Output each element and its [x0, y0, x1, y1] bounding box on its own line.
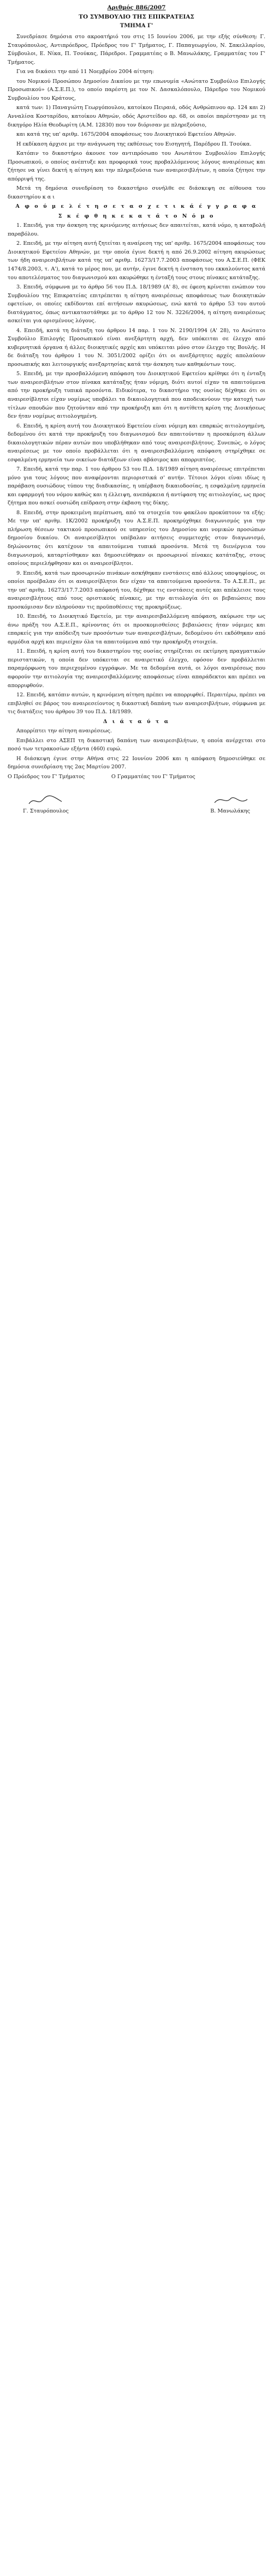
intro-paragraph: Μετά τη δημόσια συνεδρίαση το δικαστήριο συνήλθε σε διάσκεψη σε αίθουσα του δικαστηρίου κ α ι	[8, 185, 265, 200]
intro-paragraph: Για να δικάσει την από 11 Νοεμβρίου 2004 αίτηση:	[16, 69, 154, 75]
reasoning-paragraph: 9. Επειδή, κατά των προσωρινών πινάκων ασκήθηκαν ενστάσεις από άλλους υποψηφίους, οι οποίοι προέβαλαν ότι οι αναιρεσίβλητοι δεν είχαν τα απαιτούμενα προσόντα. Το Α.Σ.Ε.Π., με την υπ' αριθμ. 16273/17.7.2003 απόφασή του, δέχθηκε τις ενστάσεις αυτές και απέκλεισε τους αναιρεσιβλήτους από τους οριστικούς πίνακες, με την αιτιολογία ότι οι βεβαιώσεις που προσκόμισαν δεν πληρούσαν τις προϋποθέσεις της προκηρύξεως.	[8, 570, 265, 610]
intro-paragraph: Συνεδρίασε δημόσια στο ακροατήριό του στις 15 Ιουνίου 2006, με την εξής σύνθεση: Γ. Σταυρόπουλος, Αντιπρόεδρος, Πρόεδρος του Γ' Τμήματος, Γ. Παπαγεωργίου, Ν. Σακελλαρίου, Σύμβουλοι, Ε. Νίκα, Π. Τσούκας, Πάρεδροι. Γραμματέας ο Β. Μανωλάκης, Γραμματέας του Γ' Τμήματος.	[8, 34, 265, 65]
closing-section	[8, 755, 265, 781]
reasoning-section	[8, 221, 265, 716]
signature-left-name: Γ. Σταυρόπουλος	[23, 808, 69, 815]
studied-documents-heading: Α φ ο ύ μ ε λ έ τ η σ ε τ α σ χ ε τ ι κ ά έ γ γ ρ α φ α	[15, 203, 258, 210]
reasoning-paragraph: 3. Επειδή, σύμφωνα με το άρθρο 56 του Π.Δ. 18/1989 (Α' 8), σε έφεση κρίνεται ενώπιον του Συμβουλίου της Επικρατείας επιτρέπεται η αίτηση αναιρέσεως αποφάσεως των διοικητικών εφετείων, οι οποίες εκδίδονται επί αιτήσεων ακυρώσεως, ενώ κατά το άρθρο 53 του αυτού διατάγματος, όπως αντικαταστάθηκε με το άρθρο 12 του Ν. 3226/2004, η αίτηση αναιρέσεως ασκείται για ορισμένους λόγους.	[8, 284, 265, 324]
intro-paragraph: του Νομικού Προσώπου Δημοσίου Δικαίου με την επωνυμία «Ανώτατο Συμβούλιο Επιλογής Προσωπικού» (Α.Σ.Ε.Π.), το οποίο παρέστη με τον Ν. Δασκαλόπουλο, Πάρεδρο του Νομικού Συμβουλίου του Κράτους,	[8, 78, 265, 101]
operative-paragraph: Επιβάλλει στο ΑΣΕΠ τη δικαστική δαπάνη των αναιρεσιβλήτων, η οποία ανέρχεται στο ποσό των τετρακοσίων εξήντα (460) ευρώ.	[8, 737, 265, 753]
decision-header	[8, 3, 265, 31]
operative-paragraph: Απορρίπτει την αίτηση αναιρέσεως.	[16, 728, 112, 735]
reasoning-paragraph: 10. Επειδή, το Διοικητικό Εφετείο, με την αναιρεσιβαλλόμενη απόφαση, ακύρωσε την ως άνω πράξη του Α.Σ.Ε.Π., κρίνοντας ότι οι προσκομισθείσες βεβαιώσεις ήταν νόμιμες και επαρκείς για την απόδειξη των προσόντων των αναιρεσιβλήτων, δεδομένου ότι εκδόθηκαν από αρμόδια αρχή και περιείχαν όλα τα απαιτούμενα από την προκήρυξη στοιχεία.	[8, 613, 265, 645]
decision-document	[8, 0, 265, 816]
court-section: ΤΜΗΜΑ Γ'	[120, 23, 153, 29]
intro-paragraph: κατά των: 1) Παναγιώτη Γεωργόπουλου, κατοίκου Πειραιά, οδός Ανθρώπινου αρ. 124 και 2) Ανναλίσα Κοσταρίδου, κατοίκου Αθηνών, οδός Αριστείδου αρ. 68, οι οποίοι παρέστησαν με τη δικηγόρο Ηλία Θεοδωρίτη (Α.Μ. 12830) που τον διόρισαν με πληρεξούσιο,	[8, 105, 265, 128]
signature-scribble-icon	[211, 794, 250, 807]
reasoning-paragraph: 11. Επειδή, η κρίση αυτή του δικαστηρίου της ουσίας στηρίζεται σε εκτίμηση πραγματικών περιστατικών, η οποία δεν υπόκειται σε αναιρετικό έλεγχο, εφόσον δεν προβάλλεται παραμόρφωση του περιεχομένου εγγράφων. Με τα δεδομένα αυτά, οι λόγοι αναιρέσεως που αφορούν την αιτιολογία της αναιρεσιβαλλόμενης αποφάσεως είναι απαράδεκτοι και πρέπει να απορριφθούν.	[8, 648, 265, 689]
decision-number: Αριθμός 886/2007	[107, 4, 166, 11]
reasoning-heading: Σ κ έ φ θ η κ ε κ α τ ά τ ο Ν ό μ ο	[58, 213, 215, 219]
signatory-titles: Ο Πρόεδρος του Γ' Τμήματος Ο Γραμματέας του Γ' Τμήματος	[8, 773, 195, 780]
reasoning-paragraph: 4. Επειδή, κατά τη διάταξη του άρθρου 14 παρ. 1 του Ν. 2190/1994 (Α' 28), το Ανώτατο Συμβούλιο Επιλογής Προσωπικού είναι ανεξάρτητη αρχή, δεν υπόκειται σε έλεγχο από κυβερνητικά όργανα ή άλλες διοικητικές αρχές και υπόκειται μόνο στον έλεγχο της Βουλής. Η δε διάταξη του άρθρου 1 του Ν. 3051/2002 ορίζει ότι οι ανεξάρτητες αρχές απολαύουν προσωπικής και λειτουργικής ανεξαρτησίας κατά την άσκηση των καθηκόντων τους.	[8, 327, 265, 368]
reasoning-paragraph: 1. Επειδή, για την άσκηση της κρινόμενης αιτήσεως δεν απαιτείται, κατά νόμο, η καταβολή παραβόλου.	[8, 222, 265, 237]
intro-section	[8, 33, 265, 211]
intro-paragraph: Κατόπιν το δικαστήριο άκουσε τον αντιπρόσωπο του Ανωτάτου Συμβουλίου Επιλογής Προσωπικού, ο οποίος ανέπτυξε και προφορικά τους προβαλλόμενους λόγους αναιρέσεως και ζήτησε να γίνει δεκτή η αίτηση και την πληρεξούσια των αναιρεσιβλήτων, η οποία ζήτησε την απόρριψή της.	[8, 151, 265, 182]
court-name: ΤΟ ΣΥΜΒΟΥΛΙΟ ΤΗΣ ΕΠΙΚΡΑΤΕΙΑΣ	[79, 14, 194, 20]
operative-section	[8, 727, 265, 754]
reasoning-paragraph: 5. Επειδή, με την προσβαλλόμενη απόφαση του Διοικητικού Εφετείου κρίθηκε ότι η ένταξη των αναιρεσιβλήτων στον πίνακα κατάταξης ήταν νόμιμη, διότι αυτοί είχαν τα απαιτούμενα από την προκήρυξη τυπικά προσόντα. Ειδικότερα, το δικαστήριο της ουσίας δέχθηκε ότι οι αναιρεσίβλητοι είχαν νομίμως υποβάλει τα δικαιολογητικά που αποδεικνύουν την κατοχή των τίτλων σπουδών που ζητούνταν από την προκήρυξη και ότι η αντίθετη κρίση της Διοικήσεως δεν ήταν νομίμως αιτιολογημένη.	[8, 371, 265, 420]
signature-left	[23, 794, 69, 816]
signatures	[8, 794, 265, 816]
closing-paragraph: Η διάσκεψη έγινε στην Αθήνα στις 22 Ιουνίου 2006 και η απόφαση δημοσιεύθηκε σε δημόσια συνεδρίαση της 2ας Μαρτίου 2007.	[8, 755, 265, 771]
reasoning-paragraph: 8. Επειδή, στην προκειμένη περίπτωση, από τα στοιχεία του φακέλου προκύπτουν τα εξής: Με την υπ' αριθμ. 1Κ/2002 προκήρυξη του Α.Σ.Ε.Π. προκηρύχθηκε διαγωνισμός για την πλήρωση θέσεων τακτικού προσωπικού σε υπηρεσίες του Δημοσίου και νομικών προσώπων δημοσίου δικαίου. Οι αναιρεσίβλητοι υπέβαλαν αιτήσεις συμμετοχής στον διαγωνισμό, δηλώνοντας ότι κατέχουν τα απαιτούμενα τυπικά προσόντα. Μετά τη διενέργεια του διαγωνισμού, καταρτίσθηκαν και δημοσιεύθηκαν οι προσωρινοί πίνακες κατάταξης, στους οποίους περιελήφθησαν και οι αναιρεσίβλητοι.	[8, 509, 265, 567]
reasoning-paragraph: 12. Επειδή, κατόπιν αυτών, η κρινόμενη αίτηση πρέπει να απορριφθεί. Περαιτέρω, πρέπει να επιβληθεί σε βάρος του αναιρεσείοντος η δικαστική δαπάνη των αναιρεσιβλήτων, σύμφωνα με τις διατάξεις του άρθρου 39 του Π.Δ. 18/1989.	[8, 692, 265, 715]
signature-right-name: Β. Μανωλάκης	[210, 808, 250, 815]
reasoning-paragraph: 6. Επειδή, η κρίση αυτή του Διοικητικού Εφετείου είναι νόμιμη και επαρκώς αιτιολογημένη, δεδομένου ότι κατά την προκήρυξη του διαγωνισμού δεν απαιτούνταν η προσκόμιση άλλων δικαιολογητικών πέραν αυτών που υποβλήθηκαν από τους αναιρεσιβλήτους. Συνεπώς, ο λόγος αναιρέσεως με τον οποίο προβάλλεται ότι η αναιρεσιβαλλόμενη απόφαση στηρίχθηκε σε εσφαλμένη ερμηνεία των οικείων διατάξεων είναι αβάσιμος και απορριπτέος.	[8, 423, 265, 463]
operative-heading: Δ ι ά τ α ύ τ α	[103, 718, 170, 725]
signature-right	[210, 794, 250, 816]
reasoning-paragraph: 2. Επειδή, με την αίτηση αυτή ζητείται η αναίρεση της υπ' αριθμ. 1675/2004 αποφάσεως του Διοικητικού Εφετείου Αθηνών, με την οποία έγινε δεκτή η από 26.9.2002 αίτηση ακυρώσεως των ήδη αναιρεσιβλήτων κατά της υπ' αριθμ. 16273/17.7.2003 αποφάσεως του Α.Σ.Ε.Π. (ΦΕΚ 1474/8.2003, τ. Α'), κατά το μέρος που, με αυτήν, έγινε δεκτή η ένσταση του εκκαλούντος κατά του αποτελέσματος του διαγωνισμού και ακυρώθηκε η ένταξή τους στους πίνακες κατάταξης.	[8, 240, 265, 281]
signature-scribble-icon	[27, 794, 65, 807]
reasoning-paragraph: 7. Επειδή, κατά την παρ. 1 του άρθρου 53 του Π.Δ. 18/1989 αίτηση αναιρέσεως επιτρέπεται μόνο για τους λόγους που αναφέρονται περιοριστικά σ' αυτήν. Τέτοιοι λόγοι είναι ιδίως η παράβαση ουσιώδους τύπου της διαδικασίας, η υπέρβαση δικαιοδοσίας, η εσφαλμένη ερμηνεία και εφαρμογή του νόμου καθώς και η έλλειψη, ανεπάρκεια ή αντίφαση της αιτιολογίας, ως προς ζήτημα που ασκεί ουσιώδη επίδραση στην έκβαση της δίκης.	[8, 466, 265, 507]
intro-paragraph: και κατά της υπ' αριθμ. 1675/2004 αποφάσεως του Διοικητικού Εφετείου Αθηνών.	[16, 131, 236, 138]
intro-paragraph: Η εκδίκαση άρχισε με την ανάγνωση της εκθέσεως του Εισηγητή, Παρέδρου Π. Τσούκα.	[16, 141, 252, 147]
